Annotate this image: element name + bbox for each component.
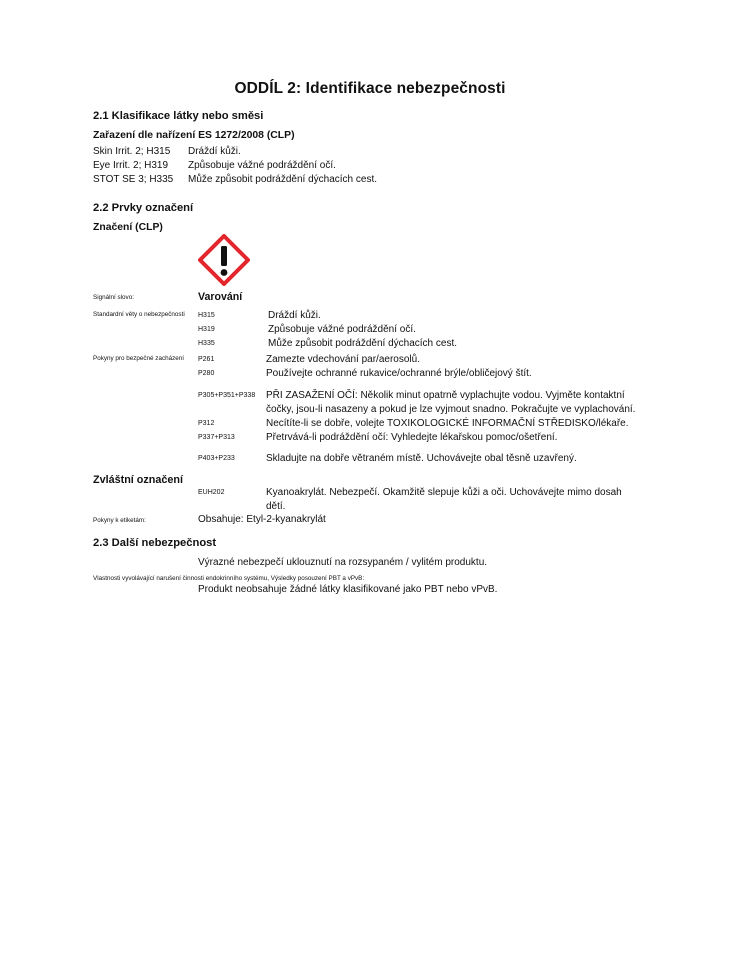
special-labelling-heading: Zvláštní označení [93,474,183,486]
hazard-text: Způsobuje vážné podráždění očí. [268,324,416,335]
precautionary-text: Zamezte vdechování par/aerosolů. [266,354,420,365]
hazard-text: Může způsobit podráždění dýchacích cest. [268,338,457,349]
classification-text: Způsobuje vážné podráždění očí. [188,160,336,171]
precautionary-code: P280 [198,370,215,377]
precautionary-text: Necítíte-li se dobře, volejte TOXIKOLOGICKÉ INFORMAČNÍ STŘEDISKO/lékaře. [266,418,629,429]
precautionary-code: P403+P233 [198,455,235,462]
precautionary-code: P312 [198,420,215,427]
precautionary-text: Přetrvává-li podráždění očí: Vyhledejte lékařskou pomoc/ošetření. [266,432,558,443]
precautionary-statements-label: Pokyny pro bezpečné zacházení [93,355,185,362]
precautionary-text: Skladujte na dobře větraném místě. Uchovávejte obal těsně uzavřený. [266,453,577,464]
section-2-1-subheading: Zařazení dle nařízení ES 1272/2008 (CLP) [93,130,295,141]
section-2-2-heading: 2.2 Prvky označení [93,202,194,214]
section-2-3-heading: 2.3 Další nebezpečnost [93,537,217,549]
euh-code: EUH202 [198,489,225,496]
classification-code: STOT SE 3; H335 [93,174,174,185]
hazard-text: Dráždí kůži. [268,310,321,321]
precautionary-text: PŘI ZASAŽENÍ OČÍ: Několik minut opatrně vyplachujte vodou. Vyjměte kontaktní [266,390,625,401]
hazard-statements-label: Standardní věty o nebezpečnosti [93,311,185,318]
precautionary-text: Používejte ochranné rukavice/ochranné brýle/obličejový štít. [266,368,532,379]
signal-word-label: Signální slovo: [93,294,134,301]
exclamation-mark-hazard-icon [198,234,250,286]
precautionary-code: P261 [198,356,215,363]
precautionary-code: P305+P351+P338 [198,392,256,399]
precautionary-code: P337+P313 [198,434,235,441]
pbt-assessment-label: Vlastnosti vyvolávající narušení činnosti endokrinního systému, Výsledky posouzení PBT a vPvB: [93,575,365,582]
section-2-1-heading: 2.1 Klasifikace látky nebo směsi [93,110,264,122]
classification-code: Skin Irrit. 2; H315 [93,146,171,157]
hazard-code: H335 [198,340,215,347]
hazard-code: H315 [198,312,215,319]
hazard-code: H319 [198,326,215,333]
label-instructions-text: Obsahuje: Etyl-2-kyanakrylát [198,514,326,525]
classification-code: Eye Irrit. 2; H319 [93,160,169,171]
label-instructions-label: Pokyny k etiketám: [93,517,146,524]
pbt-assessment-text: Produkt neobsahuje žádné látky klasifikované jako PBT nebo vPvB. [198,584,498,595]
section-title: ODDÍL 2: Identifikace nebezpečnosti [234,80,506,97]
section-2-2-subheading: Značení (CLP) [93,222,163,233]
classification-text: Dráždí kůži. [188,146,241,157]
classification-text: Může způsobit podráždění dýchacích cest. [188,174,377,185]
signal-word: Varování [198,291,243,303]
euh-text: Kyanoakrylát. Nebezpečí. Okamžitě slepuje kůži a oči. Uchovávejte mimo dosah [266,487,622,498]
precautionary-text-continued: čočky, jsou-li nasazeny a pokud je lze vyjmout snadno. Pokračujte ve vyplachování. [266,404,636,415]
euh-text-continued: dětí. [266,501,286,512]
other-hazards-text: Výrazné nebezpečí uklouznutí na rozsypaném / vylitém produktu. [198,557,488,568]
